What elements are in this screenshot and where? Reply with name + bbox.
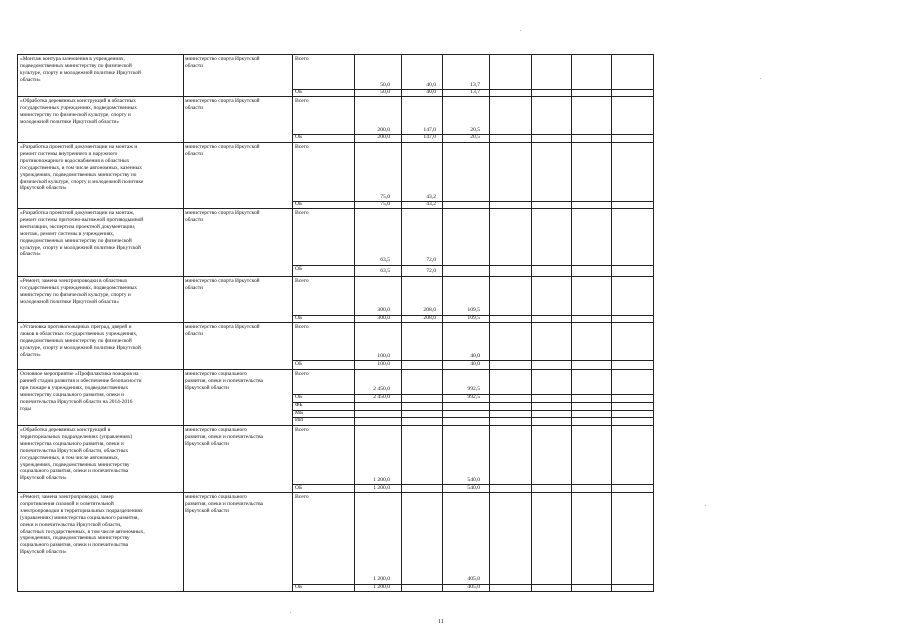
value-2016: 540,0 xyxy=(467,485,480,491)
value-2014: 1 200,0 xyxy=(373,576,390,582)
row-divider xyxy=(18,96,653,97)
value-2016: 109,5 xyxy=(467,315,480,321)
value-2015: 72,0 xyxy=(426,257,436,263)
value-2014: 100,0 xyxy=(377,361,390,367)
value-2015: 147,0 xyxy=(423,127,436,133)
funding-label: ОБ xyxy=(295,201,303,207)
value-2014: 63,5 xyxy=(380,268,390,274)
measure-description: «Ремонт, замена электропроводки, замер сопротивления силовой и осветительной электропроводки в территориальных подразделениях (управлениях) министерства социального развития, опеки и попечительства Иркутской области, областных государственных, в том числе автономных, учреждениях, подведомственных министерству социального развития, опеки и попечительства Иркутской области» xyxy=(20,494,145,556)
value-2014: 50,0 xyxy=(380,82,390,88)
executor-name: министерство спорта Иркутской области xyxy=(185,144,260,157)
row-divider xyxy=(18,425,653,426)
col-divider xyxy=(571,55,572,591)
measure-description: «Разработка проектной документации на монтаж, ремонт системы приточно-вытяжной противодымной вентиляции, экспертиза проектной документации, монтаж, ремонт системы в учреждениях, подведомственных министерству по физической культуре, спорту и молодежной политике Иркутской области» xyxy=(20,210,144,258)
value-2016: 109,5 xyxy=(467,307,480,313)
value-2016: 540,0 xyxy=(467,477,480,483)
funding-label: Всего xyxy=(295,371,309,377)
funding-label: ФБ xyxy=(295,402,303,408)
executor-name: министерство спорта Иркутской области xyxy=(185,210,260,223)
col-divider xyxy=(531,55,532,591)
executor-name: министерство спорта Иркутской области xyxy=(185,56,260,69)
funding-label: ОБ xyxy=(295,89,303,95)
value-2014: 300,0 xyxy=(377,315,390,321)
value-2014: 300,0 xyxy=(377,307,390,313)
value-2016: 13,7 xyxy=(470,82,480,88)
executor-name: министерство социального развития, опеки и попечительства Иркутской области xyxy=(185,371,263,391)
value-2014: 2 450,0 xyxy=(373,386,390,392)
subrow-divider xyxy=(292,265,653,266)
executor-name: министерство социального развития, опеки и попечительства Иркутской области xyxy=(185,494,263,514)
value-2014: 75,0 xyxy=(380,201,390,207)
value-2015: 40,0 xyxy=(426,89,436,95)
value-2015: 40,0 xyxy=(426,82,436,88)
value-2015: 43,2 xyxy=(426,194,436,200)
subrow-divider xyxy=(292,402,653,403)
scan-speck xyxy=(290,612,291,613)
col-divider xyxy=(183,55,184,591)
measure-description: «Обработка деревянных конструкций в территориальных подразделениях (управлениях) министерства социального развития, опеки и попечительства Иркутской области, областных государственных, в том числе автономных, учреждениях, подведомственных министерству социального развития, опеки и попечительства Иркутской области» xyxy=(20,427,133,482)
measure-description: «Ремонт, замена электропроводки в областных государственных учреждениях, подведомственных министерству по физической культуре, спорту и молодежной политике Иркутской области» xyxy=(20,278,137,305)
value-2016: 405,0 xyxy=(467,576,480,582)
value-2014: 200,0 xyxy=(377,127,390,133)
measure-description: Основное мероприятие «Профилактика пожаров на ранней стадии развития и обеспечение безопасности при пожаре в учреждениях, подведомственных министерству социального развития, опеки и попечительства Иркутской области на 2014-2016 годы xyxy=(20,371,142,412)
value-2014: 100,0 xyxy=(377,353,390,359)
budget-table xyxy=(17,54,654,592)
funding-label: Всего xyxy=(295,278,309,284)
row-divider xyxy=(18,142,653,143)
funding-label: МБ xyxy=(295,410,304,416)
value-2015: 72,0 xyxy=(426,268,436,274)
funding-label: ИИ xyxy=(295,417,304,423)
value-2015: 147,0 xyxy=(423,134,436,140)
col-divider xyxy=(611,55,612,591)
value-2014: 2 450,0 xyxy=(373,394,390,400)
measure-description: «Монтаж контура заземления в учреждениях, подведомственных министерству по физической культуре, спорту и молодежной политике Иркутской области» xyxy=(20,56,141,83)
funding-label: Всего xyxy=(295,144,309,150)
executor-name: министерство спорта Иркутской области xyxy=(185,278,260,291)
col-divider xyxy=(401,55,402,591)
funding-label: ОБ xyxy=(295,266,303,272)
value-2016: 20,5 xyxy=(470,127,480,133)
row-divider xyxy=(18,276,653,277)
funding-label: ОБ xyxy=(295,394,303,400)
subrow-divider xyxy=(292,410,653,411)
col-divider xyxy=(489,55,490,591)
measure-description: «Установка противопожарных преград, дверей и люков в областных государственных учреждениях, подведомственных министерству по физической культуре, спорту и молодежной политике Иркутской области» xyxy=(20,324,141,358)
value-2014: 1 200,0 xyxy=(373,485,390,491)
page-number: 11 xyxy=(438,619,444,625)
value-2016: 13,7 xyxy=(470,89,480,95)
value-2016: 992,5 xyxy=(467,386,480,392)
measure-description: «Обработка деревянных конструкций в областных государственных учреждениях, подведомственных министерству по физической культуре, спорту и молодежной политике Иркутской области» xyxy=(20,98,137,125)
funding-label: ОБ xyxy=(295,485,303,491)
executor-name: министерство спорта Иркутской области xyxy=(185,98,260,111)
col-divider xyxy=(354,55,355,591)
scan-speck xyxy=(520,30,521,31)
row-divider xyxy=(18,369,653,370)
executor-name: министерство социального развития, опеки и попечительства Иркутской области xyxy=(185,427,263,447)
value-2014: 1 200,0 xyxy=(373,477,390,483)
executor-name: министерство спорта Иркутской области xyxy=(185,324,260,337)
funding-label: Всего xyxy=(295,427,309,433)
subrow-divider xyxy=(292,201,653,202)
funding-label: Всего xyxy=(295,210,309,216)
subrow-divider xyxy=(292,417,653,418)
value-2014: 75,0 xyxy=(380,194,390,200)
value-2015: 208,0 xyxy=(423,315,436,321)
value-2016: 40,0 xyxy=(470,361,480,367)
funding-label: ОБ xyxy=(295,134,303,140)
row-divider xyxy=(18,208,653,209)
value-2014: 200,0 xyxy=(377,134,390,140)
col-divider xyxy=(442,55,443,591)
scan-speck xyxy=(760,78,761,79)
value-2015: 43,2 xyxy=(426,201,436,207)
value-2015: 208,0 xyxy=(423,307,436,313)
funding-label: Всего xyxy=(295,494,309,500)
value-2014: 50,0 xyxy=(380,89,390,95)
value-2016: 405,0 xyxy=(467,584,480,590)
measure-description: «Разработка проектной документации на монтаж и ремонт системы внутреннего и наружного противопожарного водоснабжения в областных государственных, в том числе автономных, казенных учреждениях, подведомственных министерству по физической культуре, спорту и молодежной политике Иркутской области» xyxy=(20,144,144,192)
funding-label: Всего xyxy=(295,56,309,62)
value-2016: 992,5 xyxy=(467,394,480,400)
funding-label: Всего xyxy=(295,324,309,330)
funding-label: Всего xyxy=(295,98,309,104)
value-2016: 40,0 xyxy=(470,353,480,359)
funding-label: ОБ xyxy=(295,361,303,367)
value-2014: 63,5 xyxy=(380,257,390,263)
row-divider xyxy=(18,492,653,493)
value-2016: 20,5 xyxy=(470,134,480,140)
funding-label: ОБ xyxy=(295,584,303,590)
value-2014: 1 200,0 xyxy=(373,584,390,590)
row-divider xyxy=(18,322,653,323)
funding-label: ОБ xyxy=(295,315,303,321)
scan-speck xyxy=(705,505,706,506)
col-divider xyxy=(292,55,293,591)
